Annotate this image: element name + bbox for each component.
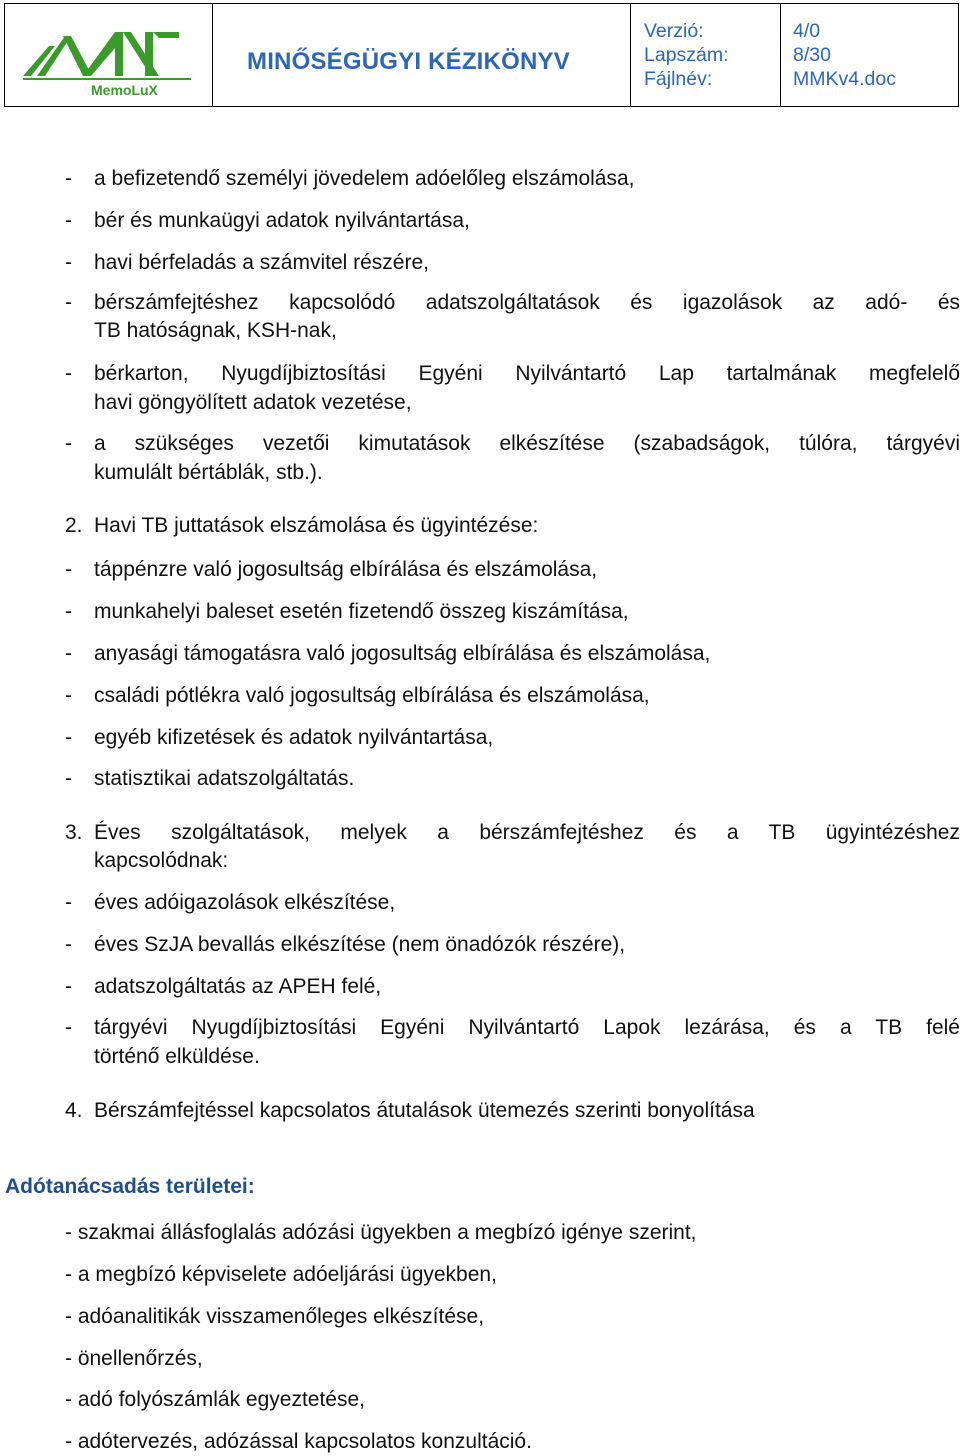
list-item: - adó folyószámlák egyeztetése, xyxy=(65,1388,365,1411)
list-item: éves adóigazolások elkészítése, xyxy=(94,891,396,914)
filename-value: MMKv4.doc xyxy=(793,68,896,90)
document-header xyxy=(4,3,959,107)
list-item: bérszámfejtéshez kapcsolódó adatszolgáltatások és igazolások az adó- és xyxy=(94,291,960,314)
list-item: - adótervezés, adózással kapcsolatos konzultáció. xyxy=(65,1430,532,1453)
bullet-dash: - xyxy=(65,362,72,385)
list-item: bérkarton, Nyugdíjbiztosítási Egyéni Nyilvántartó Lap tartalmának megfelelő xyxy=(94,362,960,385)
version-label: Verzió: xyxy=(644,20,704,42)
advisory-title: Adótanácsadás területei: xyxy=(5,1175,255,1198)
section-number: 4. xyxy=(65,1099,83,1122)
section-heading: Éves szolgáltatások, melyek a bérszámfejtéshez és a TB ügyintézéshez xyxy=(94,821,960,844)
bullet-dash: - xyxy=(65,767,72,790)
list-item: anyasági támogatásra való jogosultság elbírálása és elszámolása, xyxy=(94,642,711,665)
page-number-label: Lapszám: xyxy=(644,44,729,66)
list-item-continuation: havi göngyölített adatok vezetése, xyxy=(94,391,412,414)
list-item: statisztikai adatszolgáltatás. xyxy=(94,767,355,790)
section-heading-continuation: kapcsolódnak: xyxy=(94,849,229,872)
bullet-dash: - xyxy=(65,600,72,623)
list-item: éves SzJA bevallás elkészítése (nem önadózók részére), xyxy=(94,933,626,956)
meta-values xyxy=(781,4,958,106)
list-item-continuation: TB hatóságnak, KSH-nak, xyxy=(94,319,337,342)
list-item-continuation: történő elküldése. xyxy=(94,1045,260,1068)
bullet-dash: - xyxy=(65,642,72,665)
meta-labels xyxy=(631,4,781,106)
list-item: - szakmai állásfoglalás adózási ügyekben a megbízó igénye szerint, xyxy=(65,1221,697,1244)
page-number-value: 8/30 xyxy=(793,44,831,66)
list-item: - a megbízó képviselete adóeljárási ügyekben, xyxy=(65,1263,497,1286)
list-item: a szükséges vezetői kimutatások elkészítése (szabadságok, túlóra, tárgyévi xyxy=(94,432,960,455)
section-heading: Havi TB juttatások elszámolása és ügyintézése: xyxy=(94,514,539,537)
version-value: 4/0 xyxy=(793,20,821,42)
bullet-dash: - xyxy=(65,891,72,914)
list-item: a befizetendő személyi jövedelem adóelőleg elszámolása, xyxy=(94,167,635,190)
bullet-dash: - xyxy=(65,558,72,581)
section-number: 2. xyxy=(65,514,83,537)
filename-label: Fájlnév: xyxy=(644,68,713,90)
list-item: munkahelyi baleset esetén fizetendő összeg kiszámítása, xyxy=(94,600,629,623)
list-item: egyéb kifizetések és adatok nyilvántartása, xyxy=(94,726,494,749)
bullet-dash: - xyxy=(65,933,72,956)
bullet-dash: - xyxy=(65,291,72,314)
bullet-dash: - xyxy=(65,684,72,707)
document-title: MINŐSÉGÜGYI KÉZIKÖNYV xyxy=(247,48,570,75)
list-item-continuation: kumulált bértáblák, stb.). xyxy=(94,461,323,484)
memolux-logo xyxy=(19,24,197,98)
list-item: táppénzre való jogosultság elbírálása és elszámolása, xyxy=(94,558,598,581)
logo-wordmark: MemoLuX xyxy=(91,82,158,98)
list-item: - adóanalitikák visszamenőleges elkészítése, xyxy=(65,1305,485,1328)
bullet-dash: - xyxy=(65,167,72,190)
bullet-dash: - xyxy=(65,726,72,749)
list-item: tárgyévi Nyugdíjbiztosítási Egyéni Nyilvántartó Lapok lezárása, és a TB felé xyxy=(94,1016,960,1039)
logo-cell xyxy=(5,4,213,106)
section-number: 3. xyxy=(65,821,83,844)
bullet-dash: - xyxy=(65,432,72,455)
bullet-dash: - xyxy=(65,251,72,274)
list-item: családi pótlékra való jogosultság elbírálása és elszámolása, xyxy=(94,684,650,707)
list-item: - önellenőrzés, xyxy=(65,1347,203,1370)
list-item: adatszolgáltatás az APEH felé, xyxy=(94,975,382,998)
section-heading: Bérszámfejtéssel kapcsolatos átutalások ütemezés szerinti bonyolítása xyxy=(94,1099,755,1122)
title-cell xyxy=(213,4,631,106)
bullet-dash: - xyxy=(65,975,72,998)
bullet-dash: - xyxy=(65,1016,72,1039)
list-item: havi bérfeladás a számvitel részére, xyxy=(94,251,429,274)
bullet-dash: - xyxy=(65,209,72,232)
list-item: bér és munkaügyi adatok nyilvántartása, xyxy=(94,209,470,232)
